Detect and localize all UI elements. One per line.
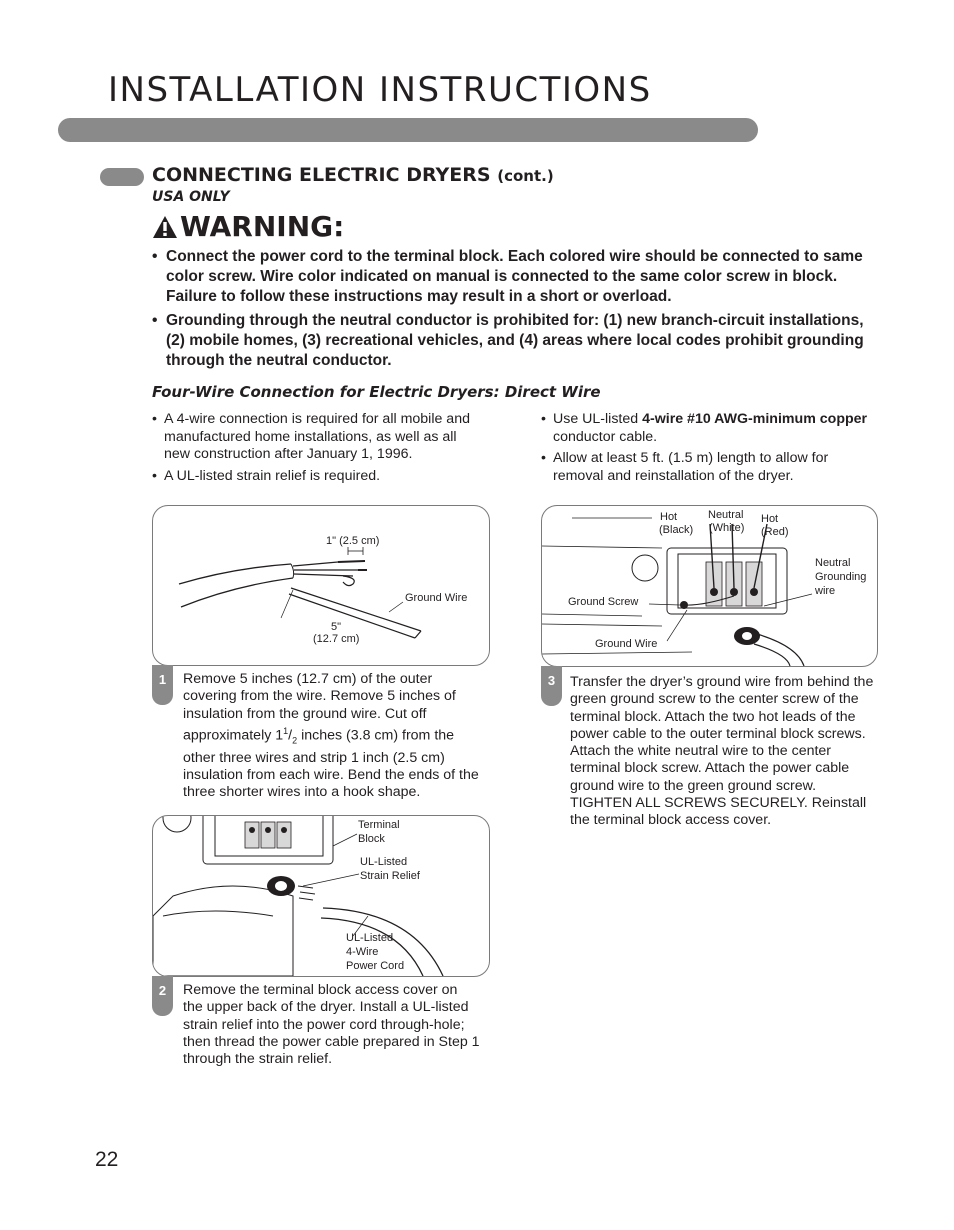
warning-item: • Connect the power cord to the terminal block. Each colored wire should be connected to same color screw. Wire color indicated on manual is connected to the same color screw in block. Failure to follow these instructions may result in a short or overload. (152, 247, 872, 307)
label-neutral-grounding-3: wire (815, 585, 836, 597)
warning-list (152, 247, 872, 375)
label-strain-relief-2: Strain Relief (360, 870, 420, 882)
requirement-item: • Allow at least 5 ft. (1.5 m) length to allow for removal and reinstallation of the dryer. (541, 450, 871, 485)
requirements-list-left (152, 411, 482, 489)
strain-relief-illustration (153, 816, 489, 976)
warning-label: WARNING: (180, 210, 345, 243)
figure-2-strain-relief (152, 815, 490, 977)
label-neutral-white-1: Neutral (708, 509, 744, 521)
label-strip-length: 1" (2.5 cm) (326, 535, 380, 547)
label-power-cord-2: 4-Wire (346, 946, 379, 958)
label-terminal-block-2: Block (358, 833, 385, 845)
section-title-cont: (cont.) (497, 167, 554, 185)
fraction-denominator: 2 (292, 735, 298, 746)
section-subtitle: USA ONLY (152, 189, 230, 205)
fraction-numerator: 1 (283, 725, 289, 736)
step-1-text: Remove 5 inches (12.7 cm) of the outer covering from the wire. Remove 5 inches of insulation from the ground wire. Cut off approximately $1^1/_2$ inches (3.8 cm) from the other three wires and strip 1 inch (2.5 cm) insulation from each wire. Bend the ends of the three shorter wires into a hook shape. (183, 671, 479, 801)
requirement-item: • A 4-wire connection is required for all mobile and manufactured home installations, as well as all new construction after January 1, 1996. (152, 411, 482, 464)
label-length-cm: (12.7 cm) (313, 633, 360, 645)
step-2-badge: 2 (152, 976, 173, 1016)
label-hot-black-1: Hot (660, 511, 678, 523)
page-title: INSTALLATION INSTRUCTIONS (108, 70, 652, 110)
label-ground-screw: Ground Screw (568, 596, 639, 608)
label-ground-wire: Ground Wire (595, 638, 658, 650)
label-neutral-grounding-2: Grounding (815, 571, 867, 583)
label-terminal-block-1: Terminal (358, 819, 400, 831)
section-marker (100, 168, 144, 186)
requirement-item: • A UL-listed strain relief is required. (152, 468, 482, 486)
step-2-text: Remove the terminal block access cover on the upper back of the dryer. Install a UL-listed strain relief into the power cord through-hole; then thread the power cable prepared in Step 1 through the strain relief. (183, 982, 480, 1068)
step-text: Remove 5 inches (12.7 cm) of the outer covering from the wire. Remove 5 inches of insulation from the ground wire. Cut off approximately 1 (183, 671, 456, 744)
subsection-title: Four-Wire Connection for Electric Dryers: Direct Wire (152, 383, 601, 401)
label-hot-red-1: Hot (761, 513, 779, 525)
label-ground-wire: Ground Wire (405, 592, 468, 604)
requirement-text: Use UL-listed (553, 411, 643, 427)
section-title (152, 164, 554, 186)
requirement-item (541, 411, 871, 446)
step-text: inches (3.8 cm) from the other three wires and strip 1 inch (2.5 cm) insulation from each wire. Bend the ends of the three shorter wires into a hook shape. (183, 727, 479, 801)
section-title-text: CONNECTING ELECTRIC DRYERS (152, 164, 491, 186)
label-hot-black-2: (Black) (659, 524, 694, 536)
warning-triangle-icon (152, 215, 178, 239)
title-bar (58, 118, 758, 142)
figure-3-terminal-wiring (541, 505, 878, 667)
page-number: 22 (95, 1148, 119, 1171)
warning-item: • Grounding through the neutral conductor is prohibited for: (1) new branch-circuit installations, (2) mobile homes, (3) recreational vehicles, and (4) areas where local codes prohibit grounding through the neutral conductor. (152, 311, 872, 371)
label-hot-red-2: (Red) (761, 526, 789, 538)
requirement-text: conductor cable. (553, 428, 658, 445)
step-3-text: Transfer the dryer’s ground wire from behind the green ground screw to the center screw of the terminal block. Attach the two hot leads of the power cable to the outer terminal block screws. Attach the white neutral wire to the center terminal block screw. Attach the power cable ground wire to the green ground screw. TIGHTEN ALL SCREWS SECURELY. Reinstall the terminal block access cover. (570, 674, 874, 829)
requirement-bold: 4-wire #10 AWG-minimum copper (642, 411, 868, 427)
warning-heading (152, 210, 344, 243)
label-neutral-grounding-1: Neutral (815, 557, 851, 569)
figure-1-wire-prep (152, 505, 490, 666)
label-neutral-white-2: (White) (709, 522, 745, 534)
label-length-inches: 5" (331, 621, 342, 633)
label-power-cord-3: Power Cord (346, 960, 405, 972)
label-power-cord-1: UL-Listed (346, 932, 394, 944)
step-1-badge: 1 (152, 665, 173, 705)
requirements-list-right (541, 411, 871, 489)
step-3-badge: 3 (541, 666, 562, 706)
label-strain-relief-1: UL-Listed (360, 856, 408, 868)
